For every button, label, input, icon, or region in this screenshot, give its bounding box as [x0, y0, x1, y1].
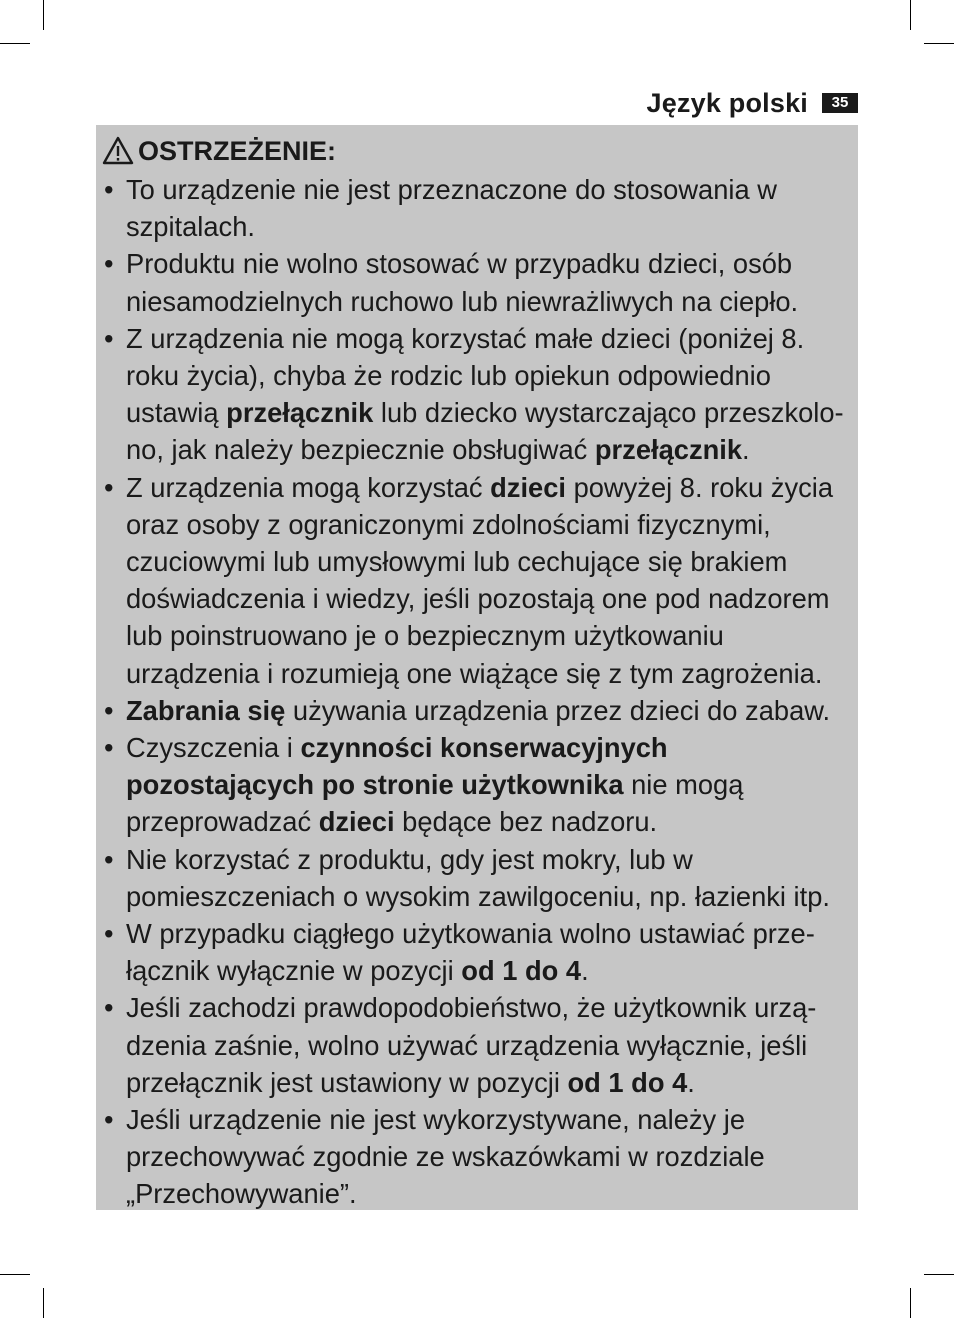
warning-item [102, 841, 846, 915]
crop-mark-bottom-right-h [924, 1274, 954, 1275]
text: Nie korzystać z produktu, gdy jest mokry, lub w pomieszczeniach o wysokim zawilgoceniu, np. łazienki itp. [126, 843, 830, 912]
warning-item [102, 692, 846, 729]
bold-text: dzieci [318, 806, 395, 838]
crop-mark-bottom-left-v [43, 1288, 44, 1318]
warning-item [102, 320, 846, 469]
text: nie mogą przeprowadzać [126, 769, 744, 838]
warning-item [102, 171, 846, 245]
text: lub dziecko wystarczająco przeszkolo-no, jak należy bezpiecznie obsługiwać [126, 397, 844, 466]
bullet-marker: • [104, 694, 114, 726]
warning-item [102, 729, 846, 841]
bold-text: czynności konserwacyjnych pozostających po stronie użytkownika [126, 732, 668, 801]
text: Jeśli zachodzi prawdopodobieństwo, że użytkownik urzą-dzenia zaśnie, wolno używać urządzenia wyłącznie, jeśli przełącznik jest ustawiony w pozycji [126, 992, 817, 1098]
page-number: 35 [822, 93, 858, 113]
warning-box [96, 125, 858, 1210]
text: . [687, 1066, 695, 1098]
text: będące bez nadzoru. [394, 806, 658, 838]
text: używania urządzenia przez dzieci do zabaw. [285, 694, 831, 726]
language-title: Język polski [646, 87, 808, 118]
bullet-marker: • [104, 471, 114, 503]
warning-title: OSTRZEŻENIE: [138, 135, 337, 166]
bold-text: dzieci [490, 471, 566, 503]
crop-mark-top-right-v [910, 0, 911, 30]
text: Jeśli urządzenie nie jest wykorzystywane, należy je przechowywać zgodnie ze wskazówkami w rozdziale „Przechowywanie”. [126, 1104, 765, 1210]
text: Z urządzenia mogą korzystać [126, 471, 491, 503]
warning-item [102, 469, 846, 692]
text: W przypadku ciągłego użytkowania wolno ustawiać prze-łącznik wyłącznie w pozycji [126, 918, 815, 987]
bullet-marker: • [104, 174, 114, 205]
bold-text: od 1 do 4 [567, 1066, 688, 1098]
crop-mark-top-left-h [0, 43, 30, 44]
text: Produktu nie wolno stosować w przypadku dzieci, osób niesamodzielnych ruchowo lub niewrażliwych na ciepło. [126, 248, 799, 317]
bullet-marker: • [104, 843, 114, 875]
warning-item [102, 245, 846, 319]
warning-item [102, 1101, 846, 1213]
crop-mark-bottom-right-v [910, 1288, 911, 1318]
bold-text: przełącznik [594, 434, 743, 466]
text: powyżej 8. roku życia oraz osoby z ograniczonymi zdolnościami fizycznymi, czuciowymi lub umysłowymi lub cechujące się brakiem doświadczenia i wiedzy, jeśli pozostają one pod nadzorem lub poinstruowano je o bezpiecznym użytkowaniu urządzenia i rozumieją one wiążące się z tym zagrożenia. [126, 471, 833, 689]
bullet-marker: • [104, 732, 114, 764]
crop-mark-bottom-left-h [0, 1274, 30, 1275]
crop-mark-top-right-h [924, 43, 954, 44]
bullet-marker: • [104, 248, 114, 280]
text: . [742, 434, 750, 466]
text: Czyszczenia i [126, 732, 301, 764]
crop-mark-top-left-v [43, 0, 44, 30]
bold-text: przełącznik [226, 397, 374, 429]
page-header [647, 86, 859, 120]
warning-heading [102, 131, 846, 171]
warning-triangle-icon [102, 135, 134, 167]
warning-list [102, 171, 846, 1213]
bullet-marker: • [104, 322, 114, 354]
warning-item [102, 915, 846, 989]
bullet-marker: • [104, 992, 114, 1024]
warning-item [102, 989, 846, 1101]
bullet-marker: • [104, 918, 114, 950]
text: To urządzenie nie jest przeznaczone do stosowania w szpitalach. [126, 174, 777, 243]
text: . [581, 955, 589, 987]
text: Z urządzenia nie mogą korzystać małe dzieci (poniżej 8. roku życia), chyba że rodzic lub opiekun odpowiednio ustawią [126, 322, 805, 429]
bullet-marker: • [104, 1104, 114, 1136]
bold-text: Zabrania się [126, 694, 286, 726]
bold-text: od 1 do 4 [461, 955, 582, 987]
